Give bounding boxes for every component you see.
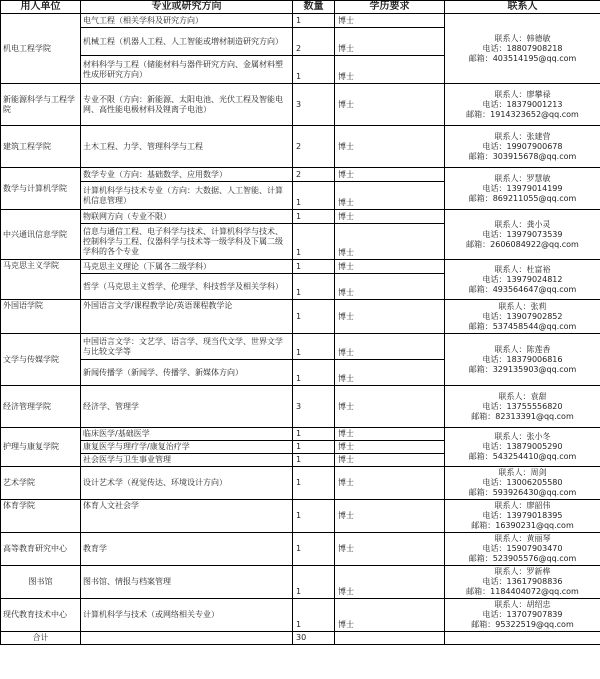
contact-cell xyxy=(445,260,600,300)
table-row xyxy=(1,467,600,500)
contact-email[interactable]: 邮箱：82313391@qq.com xyxy=(471,411,574,421)
table-row xyxy=(1,300,600,334)
table-row xyxy=(1,500,600,533)
contact-email[interactable]: 邮箱：593926430@qq.com xyxy=(468,488,577,497)
count-cell: 1 xyxy=(293,224,335,260)
education-cell: 博士 xyxy=(335,566,445,599)
contact-phone: 电话：18807908218 xyxy=(482,43,563,53)
count-cell: 1 xyxy=(293,56,335,84)
major-cell: 土木工程、力学、管理科学与工程 xyxy=(81,126,293,168)
unit-name: 体育学院 xyxy=(1,500,81,533)
total-count: 30 xyxy=(293,632,335,645)
education-cell: 博士 xyxy=(335,334,445,360)
unit-name: 新能源科学与工程学院 xyxy=(1,84,81,126)
contact-person: 联系人：胡绍忠 xyxy=(494,600,551,609)
education-cell: 博士 xyxy=(335,454,445,467)
major-cell: 新闻传播学（新闻学、传播学、新媒体方向） xyxy=(81,360,293,386)
major-cell: 外国语言文学/课程教学论/英语课程教学论 xyxy=(81,300,293,334)
education-cell: 博士 xyxy=(335,182,445,210)
education-cell: 博士 xyxy=(335,300,445,334)
count-cell: 1 xyxy=(293,566,335,599)
total-empty-cell xyxy=(335,632,445,645)
unit-name: 外国语学院 xyxy=(1,300,81,334)
contact-cell xyxy=(445,500,600,533)
contact-email[interactable]: 邮箱：523905576@qq.com xyxy=(468,554,577,563)
unit-name: 现代教育技术中心 xyxy=(1,599,81,632)
total-label: 合计 xyxy=(1,632,81,645)
contact-email[interactable]: 邮箱：303915678@qq.com xyxy=(468,151,577,161)
education-cell: 博士 xyxy=(335,168,445,182)
count-cell: 1 xyxy=(293,360,335,386)
major-cell: 专业不限（方向：新能源、太阳电池、光伏工程及智能电网、高性能电极材料及锂离子电池） xyxy=(81,84,293,126)
count-cell: 1 xyxy=(293,334,335,360)
table-row xyxy=(1,14,600,28)
contact-person: 联系人：罗新桦 xyxy=(494,567,551,576)
contact-person: 联系人：张莉 xyxy=(498,301,547,311)
contact-phone: 电话：19907900678 xyxy=(482,141,563,151)
education-cell: 博士 xyxy=(335,274,445,300)
unit-name: 中兴通讯信息学院 xyxy=(1,210,81,260)
count-cell: 1 xyxy=(293,300,335,334)
table-row xyxy=(1,599,600,632)
contact-phone: 电话：13979014199 xyxy=(482,183,563,193)
contact-person: 联系人：张小冬 xyxy=(494,432,551,441)
contact-phone: 电话：18379001213 xyxy=(482,99,563,109)
contact-email[interactable]: 邮箱：16390231@qq.com xyxy=(471,521,574,530)
table-row xyxy=(1,84,600,126)
contact-cell xyxy=(445,599,600,632)
contact-cell xyxy=(445,428,600,467)
major-cell: 图书馆、情报与档案管理 xyxy=(81,566,293,599)
contact-cell xyxy=(445,533,600,566)
unit-name: 建筑工程学院 xyxy=(1,126,81,168)
contact-email[interactable]: 邮箱：403514195@qq.com xyxy=(468,53,577,63)
count-cell: 1 xyxy=(293,533,335,566)
major-cell: 哲学（马克思主义哲学、伦理学、科技哲学及相关学科） xyxy=(81,274,293,300)
count-cell: 2 xyxy=(293,168,335,182)
count-cell: 1 xyxy=(293,260,335,274)
contact-phone: 电话：13617908836 xyxy=(482,577,563,586)
table-row xyxy=(1,126,600,168)
unit-name: 经济管理学院 xyxy=(1,386,81,428)
contact-email[interactable]: 邮箱：537458544@qq.com xyxy=(468,321,577,331)
contact-phone: 电话：13979024812 xyxy=(482,274,563,284)
contact-email[interactable]: 邮箱：1914323652@qq.com xyxy=(466,109,579,119)
contact-person: 联系人：罗慧敏 xyxy=(494,173,551,183)
education-cell: 博士 xyxy=(335,386,445,428)
header-contact: 联系人 xyxy=(445,1,600,14)
table-row xyxy=(1,533,600,566)
contact-phone: 电话：13979018395 xyxy=(482,511,563,520)
contact-cell xyxy=(445,386,600,428)
education-cell: 博士 xyxy=(335,126,445,168)
contact-phone: 电话：13707907839 xyxy=(482,610,563,619)
table-row xyxy=(1,566,600,599)
contact-cell xyxy=(445,300,600,334)
education-cell: 博士 xyxy=(335,84,445,126)
education-cell: 博士 xyxy=(335,533,445,566)
contact-person: 联系人：袁甜 xyxy=(498,391,547,401)
contact-phone: 电话：13979073539 xyxy=(482,229,563,239)
table-row xyxy=(1,386,600,428)
contact-cell xyxy=(445,566,600,599)
unit-name: 机电工程学院 xyxy=(1,14,81,84)
count-cell: 2 xyxy=(293,126,335,168)
education-cell: 博士 xyxy=(335,428,445,441)
major-cell: 设计艺术学（视觉传达、环境设计方向） xyxy=(81,467,293,500)
major-cell: 临床医学/基础医学 xyxy=(81,428,293,441)
count-cell: 3 xyxy=(293,386,335,428)
major-cell: 数学专业（方向：基础数学、应用数学） xyxy=(81,168,293,182)
table-row xyxy=(1,210,600,224)
count-cell: 2 xyxy=(293,28,335,56)
education-cell: 博士 xyxy=(335,210,445,224)
major-cell: 电气工程（相关学科及研究方向） xyxy=(81,14,293,28)
major-cell: 康复医学与理疗学/康复治疗学 xyxy=(81,441,293,454)
education-cell: 博士 xyxy=(335,28,445,56)
contact-person: 联系人：张建营 xyxy=(494,131,551,141)
contact-phone: 电话：15907903470 xyxy=(482,544,563,553)
education-cell: 博士 xyxy=(335,14,445,28)
header-major: 专业或研究方向 xyxy=(81,1,293,14)
count-cell: 1 xyxy=(293,441,335,454)
contact-email[interactable]: 邮箱：1184404072@qq.com xyxy=(466,587,579,596)
count-cell: 1 xyxy=(293,500,335,533)
header-unit: 用人单位 xyxy=(1,1,81,14)
count-cell: 1 xyxy=(293,599,335,632)
count-cell: 1 xyxy=(293,428,335,441)
major-cell: 经济学、管理学 xyxy=(81,386,293,428)
major-cell: 材料科学与工程（储能材料与器件研究方向、金属材料塑性成形研究方向） xyxy=(81,56,293,84)
contact-email[interactable]: 邮箱：2606084922@qq.com xyxy=(466,239,579,249)
contact-person: 联系人：杜富裕 xyxy=(494,264,551,274)
unit-name: 艺术学院 xyxy=(1,467,81,500)
contact-person: 联系人：龚小灵 xyxy=(494,219,551,229)
contact-cell xyxy=(445,168,600,210)
count-cell: 1 xyxy=(293,14,335,28)
major-cell: 体育人文社会学 xyxy=(81,500,293,533)
contact-cell xyxy=(445,210,600,260)
count-cell: 1 xyxy=(293,454,335,467)
table-row xyxy=(1,260,600,274)
major-cell: 教育学 xyxy=(81,533,293,566)
major-cell: 中国语言文学：文艺学、语言学、现当代文学、世界文学与比较文学等 xyxy=(81,334,293,360)
contact-person: 联系人：廖攀禄 xyxy=(494,89,551,99)
contact-email[interactable]: 邮箱：869211055@qq.com xyxy=(468,193,577,203)
major-cell: 计算机科学与技术专业（方向：大数据、人工智能、计算机信息管理） xyxy=(81,182,293,210)
count-cell: 1 xyxy=(293,467,335,500)
contact-person: 联系人：韩德敏 xyxy=(494,33,551,43)
education-cell: 博士 xyxy=(335,599,445,632)
count-cell: 1 xyxy=(293,182,335,210)
total-empty-cell xyxy=(445,632,600,645)
contact-phone: 电话：13907902852 xyxy=(482,311,563,321)
education-cell: 博士 xyxy=(335,441,445,454)
contact-cell xyxy=(445,467,600,500)
contact-person: 联系人：黄丽琴 xyxy=(494,534,551,543)
major-cell: 信息与通信工程、电子科学与技术、计算机科学与技术、控制科学与工程、仪器科学与技术等一级学科及下属二级学科的各个专业 xyxy=(81,224,293,260)
contact-person: 联系人：周剑 xyxy=(498,468,547,477)
education-cell: 博士 xyxy=(335,360,445,386)
contact-email[interactable]: 邮箱：329135903@qq.com xyxy=(468,364,577,374)
header-row xyxy=(1,1,600,14)
contact-email[interactable]: 邮箱：493564647@qq.com xyxy=(468,284,577,294)
contact-cell xyxy=(445,126,600,168)
contact-cell xyxy=(445,84,600,126)
major-cell: 计算机科学与技术（或网络相关专业） xyxy=(81,599,293,632)
total-empty-cell xyxy=(81,632,293,645)
contact-cell xyxy=(445,334,600,386)
count-cell: 1 xyxy=(293,274,335,300)
education-cell: 博士 xyxy=(335,500,445,533)
education-cell: 博士 xyxy=(335,467,445,500)
education-cell: 博士 xyxy=(335,224,445,260)
header-education: 学历要求 xyxy=(335,1,445,14)
table-row xyxy=(1,168,600,182)
unit-name: 图书馆 xyxy=(1,566,81,599)
major-cell: 机械工程（机器人工程、人工智能或増材制造研究方向） xyxy=(81,28,293,56)
major-cell: 马克思主义理论（下属各二级学科） xyxy=(81,260,293,274)
header-count: 数量 xyxy=(293,1,335,14)
contact-person: 联系人：廖韶伟 xyxy=(494,501,551,510)
contact-phone: 电话：13755556820 xyxy=(482,401,563,411)
total-row xyxy=(1,632,600,645)
contact-phone: 电话：18379006816 xyxy=(482,354,563,364)
major-cell: 物联网方向（专业不限） xyxy=(81,210,293,224)
unit-name: 护理与康复学院 xyxy=(1,428,81,467)
unit-name: 文学与传媒学院 xyxy=(1,334,81,386)
major-cell: 社会医学与卫生事业管理 xyxy=(81,454,293,467)
education-cell: 博士 xyxy=(335,56,445,84)
table-row xyxy=(1,428,600,441)
contact-cell xyxy=(445,14,600,84)
unit-name: 马克思主义学院 xyxy=(1,260,81,300)
contact-phone: 电话：13006205580 xyxy=(482,478,563,487)
unit-name: 数学与计算机学院 xyxy=(1,168,81,210)
contact-person: 联系人：陈莲香 xyxy=(494,344,551,354)
contact-phone: 电话：13879005290 xyxy=(482,442,563,451)
contact-email[interactable]: 邮箱：95322519@qq.com xyxy=(471,620,574,629)
table-row xyxy=(1,334,600,360)
count-cell: 1 xyxy=(293,210,335,224)
count-cell: 3 xyxy=(293,84,335,126)
unit-name: 高等教育研究中心 xyxy=(1,533,81,566)
contact-email[interactable]: 邮箱：543254410@qq.com xyxy=(468,452,577,461)
education-cell: 博士 xyxy=(335,260,445,274)
